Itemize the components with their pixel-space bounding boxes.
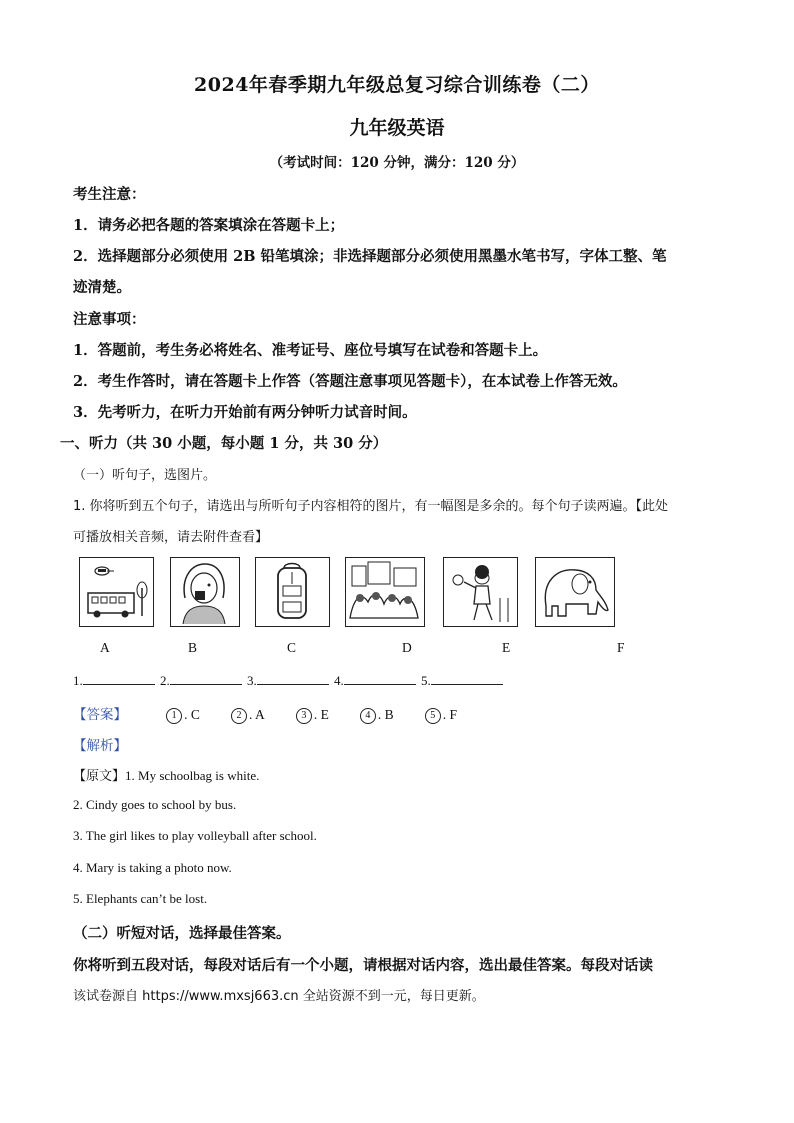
picture-label: B [188, 640, 198, 655]
picture-b [170, 557, 240, 627]
part-description: 你将听到五段对话，每段对话后有一个小题，请根据对话内容，选出最佳答案。每段对话读 [73, 957, 653, 974]
notes-item: 2．考生作答时，请在答题卡上作答（答题注意事项见答题卡），在本试卷上作答无效。 [73, 373, 627, 390]
page-title: 2024年春季期九年级总复习综合训练卷（二） [194, 74, 600, 96]
picture-label: E [502, 640, 511, 655]
circled-number: 2 [231, 708, 247, 724]
answer-item: 4 . B [360, 707, 394, 722]
picture-f [535, 557, 615, 627]
blank-line [431, 672, 503, 685]
answer-item: 1 . C [166, 707, 200, 722]
picture-a [79, 557, 154, 627]
notes-heading: 注意事项： [73, 311, 146, 328]
answer-tag: 【答案】 [73, 707, 127, 723]
notice-heading: 考生注意： [73, 186, 146, 203]
elephant-icon [536, 558, 613, 625]
notes-item: 3．先考听力，在听力开始前有两分钟听力试音时间。 [73, 404, 417, 421]
notes-item: 1．答题前，考生务必将姓名、准考证号、座位号填写在试卷和答题卡上。 [73, 342, 548, 359]
girl-photo-icon [171, 558, 238, 625]
picture-label: F [617, 640, 625, 655]
answer-blanks [73, 672, 505, 689]
analysis-tag: 【解析】 [73, 738, 127, 754]
bus-icon [80, 558, 152, 625]
blank-line [83, 672, 155, 685]
circled-number: 5 [425, 708, 441, 724]
section-title: 一、听力（共 30 小题，每小题 1 分，共 30 分） [60, 435, 388, 452]
circled-number: 1 [166, 708, 182, 724]
blank-number: 5. [421, 673, 431, 688]
blank-number: 2. [160, 673, 170, 688]
question-text: 1. 你将听到五个句子，请选出与所听句子内容相符的图片，有一幅图是多余的。每个句子读两遍。【此处 [73, 499, 669, 514]
script-line: 4. Mary is taking a photo now. [73, 860, 232, 875]
answer-item: 2 . A [231, 707, 265, 722]
crowd-icon [346, 558, 423, 625]
blank-number: 3. [247, 673, 257, 688]
notice-item: 1．请务必把各题的答案填涂在答题卡上； [73, 217, 345, 234]
script-line: 2. Cindy goes to school by bus. [73, 797, 237, 812]
page-subtitle: 九年级英语 [349, 117, 445, 139]
blank-line [344, 672, 416, 685]
script-line: 【原文】1. My schoolbag is white. [73, 768, 260, 784]
script-line: 3. The girl likes to play volleyball after school. [73, 828, 317, 843]
blank-line [170, 672, 242, 685]
blank-line [257, 672, 329, 685]
notice-item: 2．选择题部分必须使用 2B 铅笔填涂；非选择题部分必须使用黑墨水笔书写，字体工整、笔 [73, 248, 667, 265]
notice-item: 迹清楚。 [73, 279, 131, 296]
footer-source: 该试卷源自 https://www.mxsj663.cn 全站资源不到一元，每日更新。 [73, 989, 485, 1004]
picture-label: C [287, 640, 297, 655]
question-text: 可播放相关音频，请去附件查看】 [73, 530, 269, 545]
circled-number: 3 [296, 708, 312, 724]
answer-item: 5 . F [425, 707, 457, 722]
blank-number: 4. [334, 673, 344, 688]
answer-row [73, 703, 457, 724]
part-title: （一）听句子，选图片。 [73, 468, 217, 483]
picture-e [443, 557, 518, 627]
exam-info: （考试时间：120 分钟，满分：120 分） [269, 155, 525, 171]
script-line: 5. Elephants can’t be lost. [73, 891, 208, 906]
answer-item: 3 . E [296, 707, 329, 722]
picture-label: D [402, 640, 412, 655]
picture-c [255, 557, 330, 627]
schoolbag-icon [256, 558, 328, 625]
part-title: （二）听短对话，选择最佳答案。 [73, 925, 291, 942]
picture-label: A [100, 640, 110, 655]
original-tag: 【原文】 [73, 769, 126, 784]
blank-number: 1. [73, 673, 83, 688]
picture-d [345, 557, 425, 627]
volleyball-icon [444, 558, 516, 625]
circled-number: 4 [360, 708, 376, 724]
